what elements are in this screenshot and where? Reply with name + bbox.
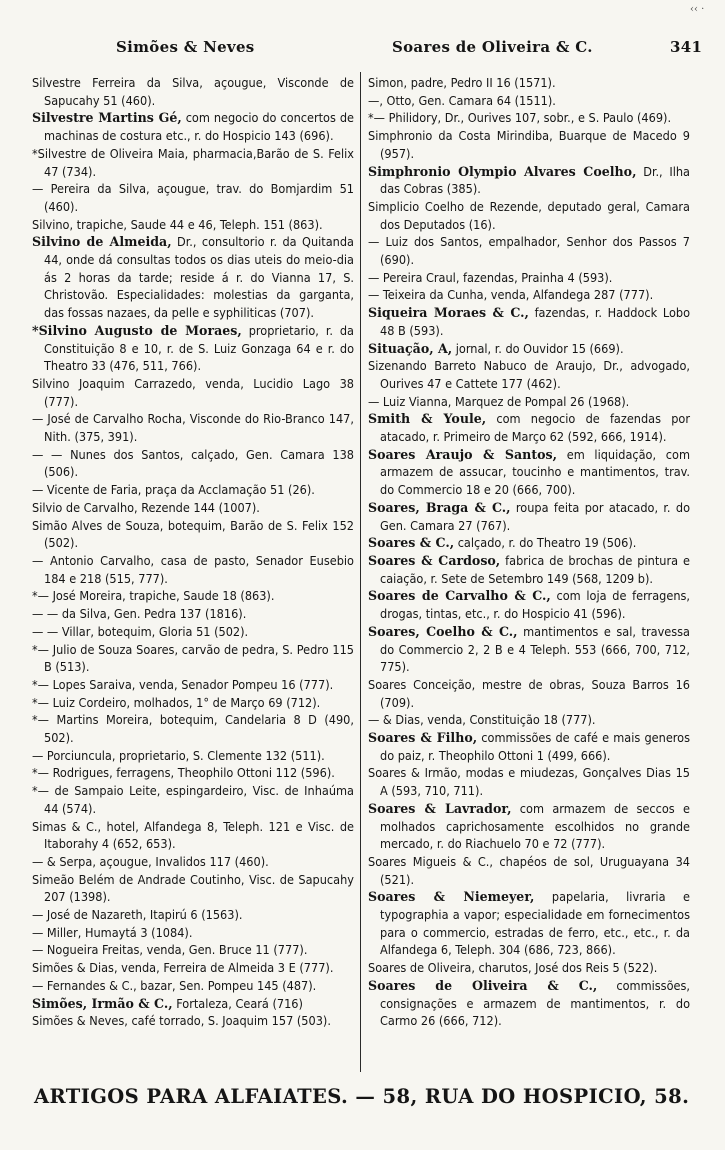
directory-entry <box>368 587 690 622</box>
entry-name: Soares, Coelho & C., <box>368 623 518 639</box>
entry-text: com negocio de fazendas por atacado, r. Primeiro de Março 62 (592, 666, 1914). <box>380 411 690 445</box>
entry-text: em liquidação, com armazem de assucar, toucinho e mantimentos, trav. do Commercio 18 e 20 (666, 700). <box>380 446 690 498</box>
entry-text: — & Serpa, açougue, Invalidos 117 (460). <box>32 853 269 869</box>
entry-text: Dr., Ilha das Cobras (385). <box>380 163 690 197</box>
directory-entry <box>368 269 690 287</box>
directory-entry <box>368 233 690 268</box>
entry-name: Siqueira Moraes & C., <box>368 305 529 321</box>
directory-entry <box>32 782 354 817</box>
entry-text: — Antonio Carvalho, casa de pasto, Senador Eusebio 184 e 218 (515, 777). <box>32 552 354 586</box>
entry-text: roupa feita por atacado, r. do Gen. Camara 27 (767). <box>380 499 690 533</box>
entry-name: Soares Araujo & Santos, <box>368 446 558 462</box>
entry-name: *Silvino Augusto de Moraes, <box>32 322 242 338</box>
directory-entry <box>32 322 354 375</box>
right-column <box>368 74 690 1030</box>
entry-text: fabrica de brochas de pintura e caiação, r. Sete de Setembro 149 (568, 1209 b). <box>380 552 690 586</box>
directory-entry <box>368 357 690 392</box>
directory-entry <box>32 871 354 906</box>
entry-text: Silvio de Carvalho, Rezende 144 (1007). <box>32 499 260 515</box>
directory-entry <box>32 517 354 552</box>
entry-text: *— Lopes Saraiva, venda, Senador Pompeu 16 (777). <box>32 676 334 692</box>
running-header <box>0 38 725 62</box>
directory-entry <box>32 747 354 765</box>
directory-entry <box>368 729 690 764</box>
entry-text: Silvestre Ferreira da Silva, açougue, Visconde de Sapucahy 51 (460). <box>32 75 354 108</box>
entry-text: mantimentos e sal, travessa do Commercio 2, 2 B e 4 Teleph. 553 (666, 700, 712, 775). <box>380 623 690 675</box>
entry-text: — Porciuncula, proprietario, S. Clemente 132 (511). <box>32 747 325 763</box>
entry-text: papelaria, livraria e typographia a vapor; especialidade em fornecimentos para o commercio, estradas de ferro, etc., etc., r. da Alfandega 6, Teleph. 304 (686, 723, 866). <box>380 889 690 958</box>
entry-text: *— Rodrigues, ferragens, Theophilo Ottoni 112 (596). <box>32 765 335 781</box>
entry-text: — — da Silva, Gen. Pedra 137 (1816). <box>32 606 247 622</box>
entry-name: Soares & C., <box>368 535 455 551</box>
directory-entry <box>368 198 690 233</box>
entry-name: Simphronio Olympio Alvares Coelho, <box>368 163 637 179</box>
directory-entry <box>368 109 690 127</box>
entry-text: — José de Nazareth, Itapirú 6 (1563). <box>32 907 243 923</box>
entry-name: Situação, A, <box>368 340 453 356</box>
directory-entry <box>32 446 354 481</box>
entry-text: Sizenando Barreto Nabuco de Araujo, Dr., advogado, Ourives 47 e Cattete 177 (462). <box>368 358 690 391</box>
entry-text: — Miller, Humaytá 3 (1084). <box>32 924 193 940</box>
directory-entry <box>368 977 690 1030</box>
entry-text: calçado, r. do Theatro 19 (506). <box>454 535 637 551</box>
directory-entry <box>368 711 690 729</box>
directory-entry <box>32 375 354 410</box>
directory-entry <box>32 995 354 1013</box>
entry-text: — Pereira Craul, fazendas, Prainha 4 (593). <box>368 269 613 285</box>
entry-text: Soares Migueis & C., chapéos de sol, Uruguayana 34 (521). <box>368 853 690 887</box>
entry-text: Simon, padre, Pedro II 16 (1571). <box>368 75 556 90</box>
entry-text: — José de Carvalho Rocha, Visconde do Rio-Branco 147, Nith. (375, 391). <box>32 411 354 445</box>
directory-entry <box>368 163 690 198</box>
entry-text: — — Villar, botequim, Gloria 51 (502). <box>32 623 249 639</box>
entry-text: Simão Alves de Souza, botequim, Barão de S. Felix 152 (502). <box>32 517 354 551</box>
directory-entry <box>32 1012 354 1030</box>
entry-text: Simas & C., hotel, Alfandega 8, Teleph. 121 e Visc. de Itaborahy 4 (652, 653). <box>32 818 354 852</box>
entry-name: Silvino de Almeida, <box>32 234 172 250</box>
entry-text: — Pereira da Silva, açougue, trav. do Bomjardim 51 (460). <box>32 181 354 214</box>
directory-entry <box>368 623 690 676</box>
entry-text: *— Julio de Souza Soares, carvão de pedra, S. Pedro 115 B (513). <box>32 641 354 675</box>
entry-text: commissões, consignações e armazem de mantimentos, r. do Carmo 26 (666, 712). <box>380 977 690 1029</box>
entry-name: Soares & Cardoso, <box>368 552 501 568</box>
entry-text: — Nogueira Freitas, venda, Gen. Bruce 11 (777). <box>32 942 308 958</box>
entry-text: — Luiz dos Santos, empalhador, Senhor dos Passos 7 (690). <box>368 234 690 268</box>
entry-text: *— Philidory, Dr., Ourives 107, sobr., e S. Paulo (469). <box>368 110 672 126</box>
directory-entry <box>32 145 354 180</box>
entry-text: Soares de Oliveira, charutos, José dos Reis 5 (522). <box>368 960 658 976</box>
directory-entry <box>368 853 690 888</box>
entry-text: fazendas, r. Haddock Lobo 48 B (593). <box>380 305 690 338</box>
entry-text: — Teixeira da Cunha, venda, Alfandega 287 (777). <box>368 287 654 303</box>
entry-text: Soares & Irmão, modas e miudezas, Gonçalves Dias 15 A (593, 710, 711). <box>368 765 690 799</box>
entry-text: Simeão Belém de Andrade Coutinho, Visc. de Sapucahy 207 (1398). <box>32 871 354 905</box>
entry-text: — Fernandes & C., bazar, Sen. Pompeu 145 (487). <box>32 977 317 993</box>
directory-entry <box>32 924 354 942</box>
directory-entry <box>32 676 354 694</box>
entry-name: Silvestre Martins Gé, <box>32 110 182 126</box>
directory-entry <box>368 446 690 499</box>
directory-entry <box>368 552 690 587</box>
entry-text: Simões & Neves, café torrado, S. Joaquim 157 (503). <box>32 1013 331 1029</box>
directory-entry <box>368 127 690 162</box>
entry-text: Soares Conceição, mestre de obras, Souza Barros 16 (709). <box>368 676 690 710</box>
entry-text: Silvino, trapiche, Saude 44 e 46, Teleph. 151 (863). <box>32 216 323 232</box>
entry-text: —, Otto, Gen. Camara 64 (1511). <box>368 92 556 108</box>
directory-entry <box>368 304 690 339</box>
entry-text: com loja de ferragens, drogas, tintas, etc., r. do Hospicio 41 (596). <box>380 588 690 622</box>
directory-entry <box>32 941 354 959</box>
directory-entry <box>32 818 354 853</box>
directory-entry <box>368 676 690 711</box>
entry-text: commissões de café e mais generos do paiz, r. Theophilo Ottoni 1 (499, 666). <box>380 730 691 763</box>
directory-entry <box>368 74 690 92</box>
left-column <box>32 74 354 1030</box>
directory-entry <box>32 764 354 782</box>
entry-text: com negocio do concertos de machinas de costura etc., r. do Hospicio 143 (696). <box>44 110 354 144</box>
directory-entry <box>32 906 354 924</box>
entry-name: Soares, Braga & C., <box>368 499 511 515</box>
directory-entry <box>32 623 354 641</box>
directory-entry <box>32 481 354 499</box>
entry-text: *— de Sampaio Leite, espingardeiro, Visc. de Inhaúma 44 (574). <box>32 783 354 816</box>
column-divider <box>360 72 361 1072</box>
entry-text: Simões & Dias, venda, Ferreira de Almeida 3 E (777). <box>32 960 334 976</box>
directory-entry <box>32 641 354 676</box>
directory-entry <box>32 233 354 322</box>
directory-entry <box>368 888 690 959</box>
entry-name: Smith & Youle, <box>368 411 487 427</box>
entry-text: — — Nunes dos Santos, calçado, Gen. Camara 138 (506). <box>32 446 354 480</box>
entry-name: Simões, Irmão & C., <box>32 995 173 1011</box>
directory-entry <box>32 216 354 234</box>
entry-name: Soares & Lavrador, <box>368 800 512 816</box>
directory-entry <box>368 393 690 411</box>
entry-name: Soares & Niemeyer, <box>368 889 535 905</box>
entry-text: *Silvestre de Oliveira Maia, pharmacia,Barão de S. Felix 47 (734). <box>32 145 354 179</box>
entry-text: Fortaleza, Ceará (716) <box>172 995 303 1011</box>
directory-entry <box>368 800 690 853</box>
entry-text: Silvino Joaquim Carrazedo, venda, Lucidio Lago 38 (777). <box>32 375 354 409</box>
header-left: Simões & Neves <box>116 38 255 56</box>
entry-name: Soares de Carvalho & C., <box>368 588 551 604</box>
directory-entry <box>32 694 354 712</box>
entry-text: — Luiz Vianna, Marquez de Pompal 26 (1968). <box>368 393 630 409</box>
directory-entry <box>32 180 354 215</box>
directory-entry <box>32 587 354 605</box>
directory-entry <box>32 959 354 977</box>
entry-text: *— José Moreira, trapiche, Saude 18 (863). <box>32 588 275 604</box>
entry-text: Dr., consultorio r. da Quitanda 44, onde dá consultas todos os dias uteis do meio-dia ás 2 horas da tarde; reside á r. do Vianna 17, S. Christovão. Especialidades: molestias da garganta, das fossas nazaes, da pelle e syphiliticas (707). <box>44 234 354 321</box>
directory-entry <box>32 552 354 587</box>
entry-text: jornal, r. do Ouvidor 15 (669). <box>452 340 624 356</box>
header-right: Soares de Oliveira & C. <box>392 38 593 56</box>
directory-entry <box>368 764 690 799</box>
entry-name: Soares de Oliveira & C., <box>368 977 598 993</box>
directory-entry <box>32 109 354 144</box>
directory-entry <box>368 92 690 110</box>
entry-text: Simphronio da Costa Mirindiba, Buarque de Macedo 9 (957). <box>368 128 690 161</box>
directory-entry <box>368 340 690 358</box>
entry-text: proprietario, r. da Constituição 8 e 10, r. de S. Luiz Gonzaga 64 e r. do Theatro 33 (476, 511, 766). <box>44 322 355 374</box>
entry-name: Soares & Filho, <box>368 730 478 746</box>
directory-entry <box>32 711 354 746</box>
entry-text: *— Luiz Cordeiro, molhados, 1° de Março 69 (712). <box>32 694 321 710</box>
entry-text: — Vicente de Faria, praça da Acclamação 51 (26). <box>32 482 315 498</box>
directory-entry <box>32 605 354 623</box>
footer-advertisement: ARTIGOS PARA ALFAIATES. — 58, RUA DO HOSPICIO, 58. <box>34 1085 690 1108</box>
directory-entry <box>32 977 354 995</box>
entry-text: Simplicio Coelho de Rezende, deputado geral, Camara dos Deputados (16). <box>368 198 690 232</box>
directory-entry <box>368 499 690 534</box>
directory-entry <box>368 534 690 552</box>
corner-mark: ‹‹ · <box>690 4 705 15</box>
directory-entry <box>32 74 354 109</box>
directory-entry <box>32 499 354 517</box>
directory-entry <box>368 959 690 977</box>
directory-entry <box>32 410 354 445</box>
directory-entry <box>368 286 690 304</box>
entry-text: *— Martins Moreira, botequim, Candelaria 8 D (490, 502). <box>32 712 354 746</box>
directory-entry <box>32 853 354 871</box>
entry-text: — & Dias, venda, Constituição 18 (777). <box>368 712 596 728</box>
page-number: 341 <box>670 38 703 56</box>
directory-entry <box>368 410 690 445</box>
entry-text: com armazem de seccos e molhados caprichosamente escolhidos no grande mercado, r. do Riachuelo 70 e 72 (777). <box>380 800 691 852</box>
